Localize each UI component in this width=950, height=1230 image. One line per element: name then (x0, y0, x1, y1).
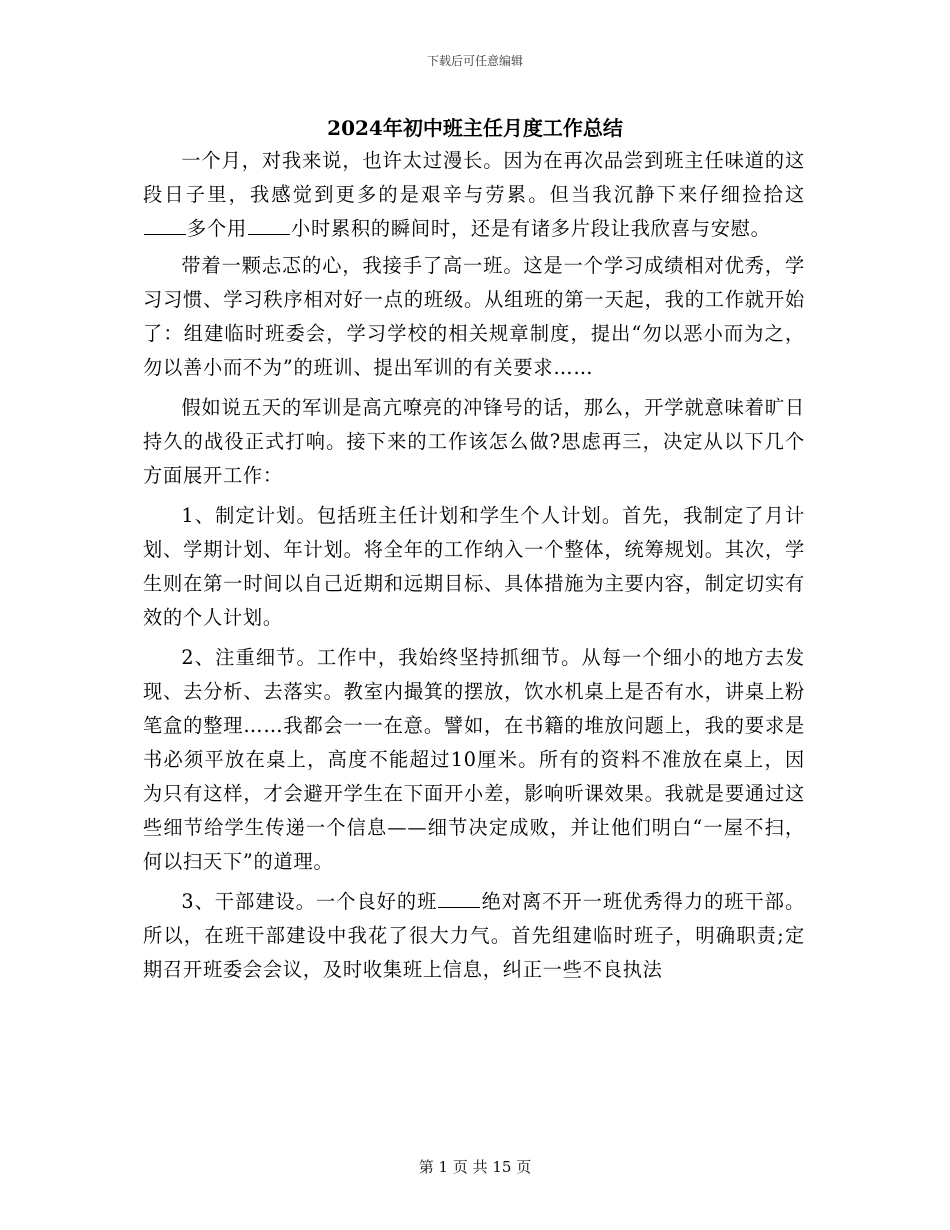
paragraph-6-part-b: 绝对离不开一班优秀得力的班干部。所以，在班干部建设中我花了很大力气。首先组建临时班子，明确职责;定期召开班委会会议，及时收集班上信息，纠正一些不良执法 (143, 890, 805, 981)
paragraph-1-part-c: 小时累积的瞬间时，还是有诸多片段让我欣喜与安慰。 (290, 217, 771, 240)
fill-blank (248, 217, 290, 235)
paragraph-5: 2、注重细节。工作中，我始终坚持抓细节。从每一个细小的地方去发现、去分析、去落实。教室内撮箕的摆放，饮水机桌上是否有水，讲桌上粉笔盒的整理……我都会一一在意。譬如，在书籍的堆放问题上，我的要求是书必须平放在桌上，高度不能超过10厘米。所有的资料不准放在桌上，因为只有这样，才会避开学生在下面开小差，影响听课效果。我就是要通过这些细节给学生传递一个信息——细节决定成败，并让他们明白“一屋不扫，何以扫天下”的道理。 (143, 646, 805, 873)
header-note: 下载后可任意编辑 (426, 54, 523, 68)
document-title: 2024年初中班主任月度工作总结 (327, 116, 623, 140)
paragraph-1-part-b: 多个用 (187, 217, 247, 240)
paragraph-1 (143, 144, 805, 246)
paragraph-2: 带着一颗忐忑的心，我接手了高一班。这是一个学习成绩相对优秀，学习习惯、学习秩序相对好一点的班级。从组班的第一天起，我的工作就开始了：组建临时班委会，学习学校的相关规章制度，提出“勿以恶小而为之，勿以善小而不为”的班训、提出军训的有关要求…… (143, 254, 805, 379)
paragraph-6 (143, 885, 805, 987)
page-number: 第 1 页 共 15 页 (418, 1158, 532, 1176)
fill-blank (144, 217, 186, 235)
paragraph-4: 1、制定计划。包括班主任计划和学生个人计划。首先，我制定了月计划、学期计划、年计划。将全年的工作纳入一个整体，统筹规划。其次，学生则在第一时间以自己近期和远期目标、具体措施为主要内容，制定切实有效的个人计划。 (143, 504, 805, 629)
document-body (143, 144, 805, 993)
paragraph-3: 假如说五天的军训是高亢嘹亮的冲锋号的话，那么，开学就意味着旷日持久的战役正式打响。接下来的工作该怎么做?思虑再三，决定从以下几个方面展开工作： (143, 396, 805, 487)
paragraph-6-part-a: 3、干部建设。一个良好的班 (181, 890, 438, 913)
paragraph-1-part-a: 一个月，对我来说，也许太过漫长。因为在再次品尝到班主任味道的这段日子里，我感觉到更多的是艰辛与劳累。但当我沉静下来仔细捡拾这 (143, 149, 805, 206)
fill-blank (438, 890, 480, 908)
